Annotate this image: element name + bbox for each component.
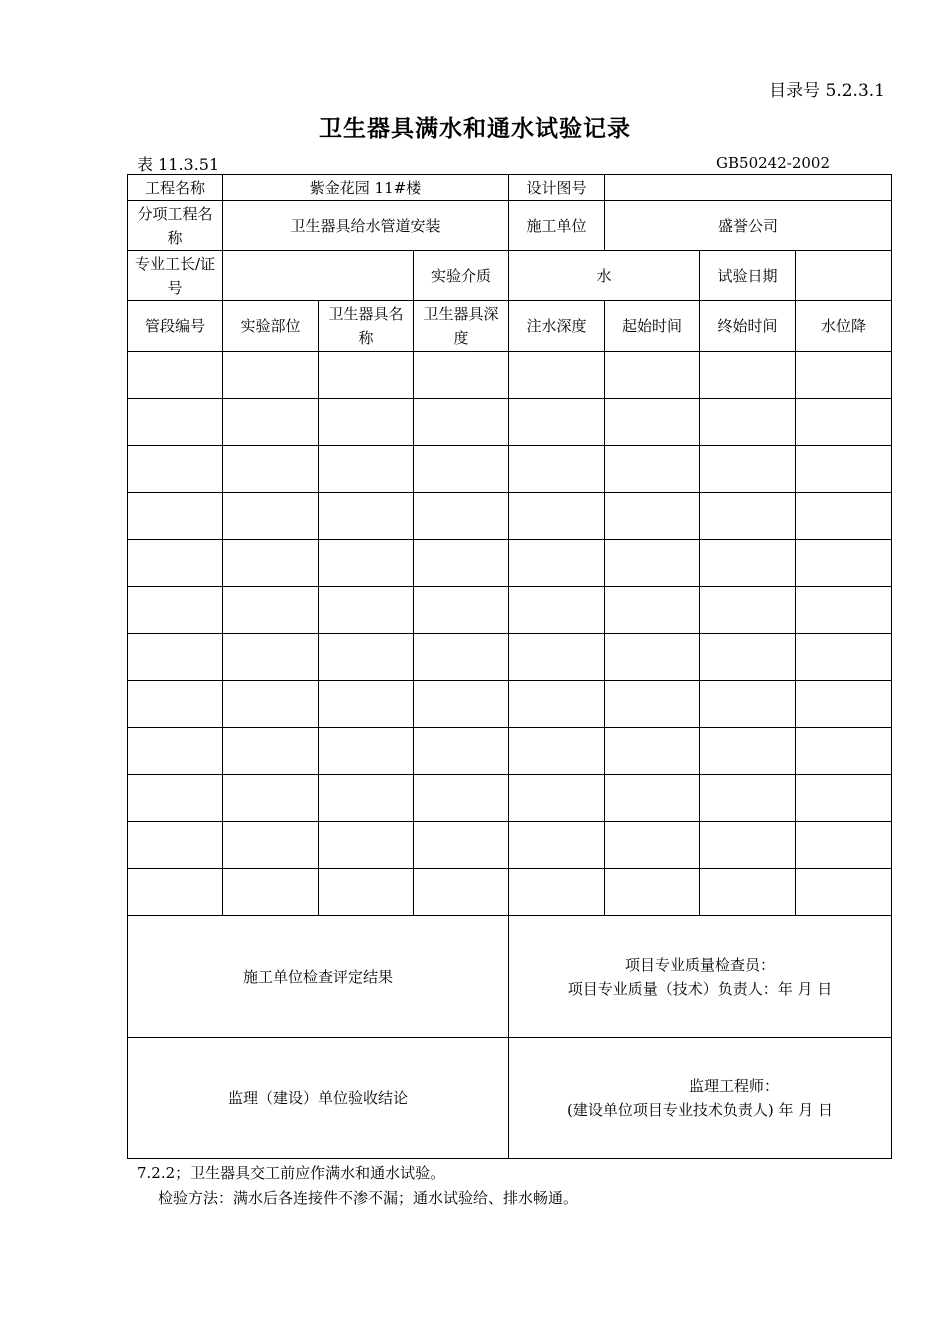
table-cell <box>128 869 223 916</box>
page-title: 卫生器具满水和通水试验记录 <box>319 115 631 142</box>
table-cell <box>319 681 414 728</box>
foreman-value <box>223 251 414 301</box>
table-row <box>128 493 892 540</box>
table-cell <box>509 869 605 916</box>
table-cell <box>700 634 796 681</box>
table-row <box>128 775 892 822</box>
table-cell <box>605 728 700 775</box>
table-cell <box>605 352 700 399</box>
contractor-result-label: 施工单位检查评定结果 <box>128 916 509 1038</box>
table-cell <box>223 775 319 822</box>
sub-item-label: 分项工程名称 <box>128 201 223 251</box>
project-name-value: 紫金花园 11#楼 <box>223 175 509 201</box>
table-row <box>128 869 892 916</box>
table-cell <box>414 352 509 399</box>
table-cell <box>414 822 509 869</box>
table-cell <box>796 446 892 493</box>
table-cell <box>796 775 892 822</box>
table-cell <box>509 540 605 587</box>
table-row <box>128 728 892 775</box>
table-cell <box>509 728 605 775</box>
table-cell <box>796 540 892 587</box>
table-cell <box>605 869 700 916</box>
table-cell <box>796 587 892 634</box>
table-cell <box>796 681 892 728</box>
medium-value: 水 <box>509 251 700 301</box>
table-cell <box>319 493 414 540</box>
table-cell <box>605 399 700 446</box>
table-cell <box>796 399 892 446</box>
project-name-label: 工程名称 <box>128 175 223 201</box>
table-cell <box>223 352 319 399</box>
table-cell <box>605 587 700 634</box>
table-cell <box>319 822 414 869</box>
table-cell <box>223 822 319 869</box>
table-number: 表 11.3.51 <box>137 155 220 174</box>
table-cell <box>605 540 700 587</box>
table-cell <box>700 540 796 587</box>
table-cell <box>796 493 892 540</box>
table-cell <box>414 587 509 634</box>
table-cell <box>700 728 796 775</box>
supervisor-engineer-line: 监理工程师： <box>689 1077 780 1095</box>
col-header-fill-depth: 注水深度 <box>509 301 605 352</box>
table-cell <box>223 540 319 587</box>
supervisor-label: 监理（建设）单位验收结论 <box>128 1038 509 1159</box>
table-cell <box>700 493 796 540</box>
data-rows <box>128 352 892 916</box>
table-cell <box>128 587 223 634</box>
table-cell <box>509 399 605 446</box>
table-cell <box>605 822 700 869</box>
table-cell <box>319 540 414 587</box>
table-cell <box>414 775 509 822</box>
quality-inspector-line: 项目专业质量检查员： <box>625 955 776 974</box>
table-cell <box>796 634 892 681</box>
table-cell <box>319 775 414 822</box>
table-row <box>128 352 892 399</box>
table-cell <box>605 493 700 540</box>
table-cell <box>128 399 223 446</box>
table-cell <box>128 634 223 681</box>
table-cell <box>605 775 700 822</box>
table-row <box>128 634 892 681</box>
table-cell <box>223 728 319 775</box>
col-header-start-time: 起始时间 <box>605 301 700 352</box>
table-row <box>128 399 892 446</box>
table-cell <box>700 822 796 869</box>
sub-item-value: 卫生器具给水管道安装 <box>223 201 509 251</box>
table-cell <box>128 681 223 728</box>
contractor-signoff <box>509 916 892 1038</box>
table-cell <box>223 446 319 493</box>
contractor-label: 施工单位 <box>509 201 605 251</box>
table-cell <box>319 869 414 916</box>
col-header-fixture-name: 卫生器具名称 <box>319 301 414 352</box>
table-cell <box>700 681 796 728</box>
table-cell <box>223 681 319 728</box>
design-drawing-label: 设计图号 <box>509 175 605 201</box>
col-header-end-time: 终始时间 <box>700 301 796 352</box>
table-row <box>128 540 892 587</box>
table-row <box>128 446 892 493</box>
table-cell <box>700 446 796 493</box>
design-drawing-value <box>605 175 892 201</box>
table-cell <box>128 493 223 540</box>
owner-lead-line: (建设单位项目专业技术负责人) 年 月 日 <box>567 1101 834 1119</box>
table-row <box>128 681 892 728</box>
table-cell <box>223 869 319 916</box>
table-cell <box>128 446 223 493</box>
table-cell <box>414 446 509 493</box>
test-date-value <box>796 251 892 301</box>
table-cell <box>509 822 605 869</box>
table-cell <box>700 775 796 822</box>
test-date-label: 试验日期 <box>700 251 796 301</box>
table-cell <box>414 634 509 681</box>
table-cell <box>128 822 223 869</box>
catalog-number: 目录号 5.2.3.1 <box>769 81 885 101</box>
contractor-value: 盛誉公司 <box>605 201 892 251</box>
table-cell <box>414 728 509 775</box>
table-cell <box>605 634 700 681</box>
table-cell <box>128 540 223 587</box>
table-cell <box>509 446 605 493</box>
table-cell <box>509 634 605 681</box>
table-cell <box>605 446 700 493</box>
table-cell <box>414 681 509 728</box>
table-cell <box>796 822 892 869</box>
table-row <box>128 587 892 634</box>
table-cell <box>796 352 892 399</box>
table-cell <box>223 399 319 446</box>
table-cell <box>319 587 414 634</box>
table-cell <box>700 352 796 399</box>
table-cell <box>414 399 509 446</box>
table-cell <box>128 728 223 775</box>
table-cell <box>128 352 223 399</box>
table-cell <box>509 681 605 728</box>
table-cell <box>319 728 414 775</box>
table-cell <box>509 775 605 822</box>
quality-lead-line: 项目专业质量（技术）负责人：年 月 日 <box>567 979 833 998</box>
table-cell <box>319 446 414 493</box>
supervisor-signoff <box>509 1038 892 1159</box>
table-row <box>128 822 892 869</box>
table-cell <box>509 352 605 399</box>
col-header-segment-no: 管段编号 <box>128 301 223 352</box>
table-cell <box>700 399 796 446</box>
table-cell <box>700 869 796 916</box>
table-cell <box>319 352 414 399</box>
col-header-water-drop: 水位降 <box>796 301 892 352</box>
table-cell <box>223 634 319 681</box>
col-header-fixture-depth: 卫生器具深度 <box>414 301 509 352</box>
foreman-label: 专业工长/证号 <box>128 251 223 301</box>
col-header-test-location: 实验部位 <box>223 301 319 352</box>
table-cell <box>796 728 892 775</box>
table-cell <box>414 540 509 587</box>
table-cell <box>223 493 319 540</box>
table-cell <box>414 869 509 916</box>
standard-number: GB50242-2002 <box>716 154 830 172</box>
table-cell <box>605 681 700 728</box>
table-cell <box>509 587 605 634</box>
table-cell <box>414 493 509 540</box>
table-cell <box>509 493 605 540</box>
table-cell <box>319 634 414 681</box>
medium-label: 实验介质 <box>414 251 509 301</box>
record-table <box>127 174 892 1159</box>
table-cell <box>319 399 414 446</box>
table-cell <box>700 587 796 634</box>
table-cell <box>128 775 223 822</box>
note-line-2: 检验方法：满水后各连接件不渗不漏；通水试验给、排水畅通。 <box>158 1189 579 1207</box>
table-cell <box>796 869 892 916</box>
note-line-1: 7.2.2；卫生器具交工前应作满水和通水试验。 <box>137 1164 446 1182</box>
table-cell <box>223 587 319 634</box>
